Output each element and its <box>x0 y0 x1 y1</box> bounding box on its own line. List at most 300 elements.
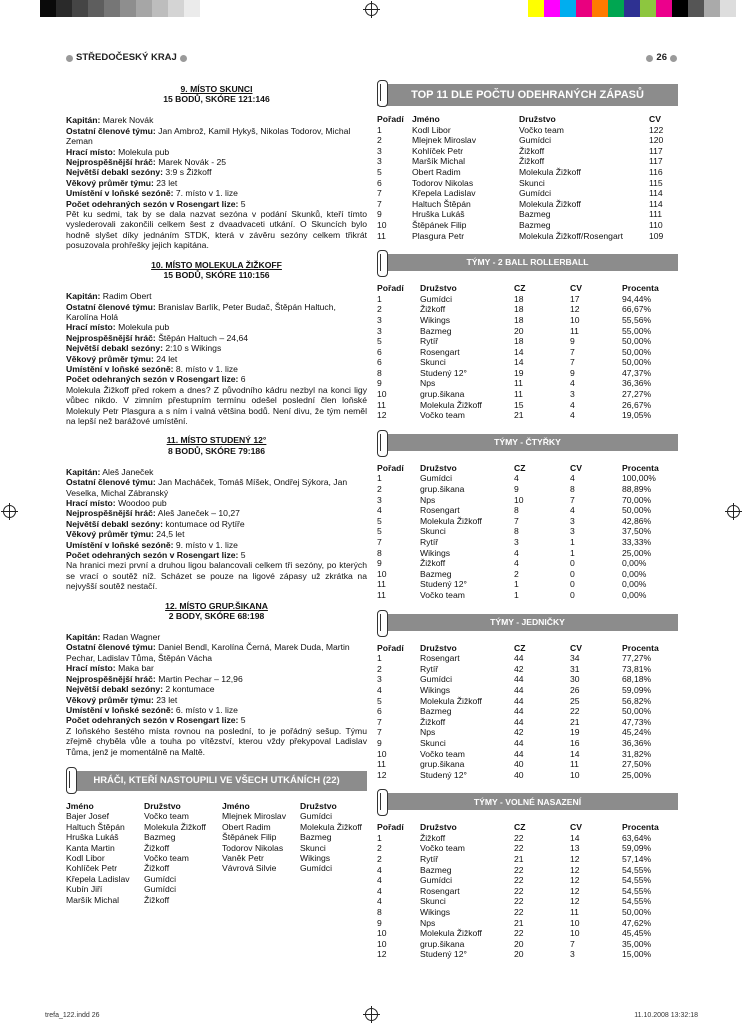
top11-cell-rank: 3 <box>377 156 382 167</box>
team-table-cell-cv: 3 <box>570 949 575 960</box>
top11-cell-team: Žižkoff <box>519 156 545 167</box>
empty-cell <box>222 874 300 884</box>
team-table-cell-cz: 4 <box>514 558 519 569</box>
top11-cell-rank: 1 <box>377 124 382 135</box>
team-table-cell-cz: 44 <box>514 706 524 717</box>
team-table-header-percent: Procenta <box>622 462 659 473</box>
team-table-cell-cz: 8 <box>514 505 519 516</box>
player-team: Žižkoff <box>144 894 170 905</box>
team-field-label: Ostatní členové týmu: <box>66 301 156 312</box>
bullet-icon <box>180 55 187 62</box>
team-table-banner <box>377 434 678 451</box>
team-table-cell-cz: 20 <box>514 949 524 960</box>
team-table-cell-rank: 3 <box>377 674 382 685</box>
team-table-cell-team: Studený 12° <box>420 579 467 590</box>
team-table-cell-team: Vočko team <box>420 410 465 421</box>
team-field <box>66 343 367 353</box>
team-table-cell-team: Wikings <box>420 684 451 695</box>
team-profile <box>66 260 367 427</box>
team-profile <box>66 601 367 757</box>
top11-cell-player-name: Plasgura Petr <box>412 230 465 241</box>
team-field <box>66 663 367 673</box>
top11-cell-rank: 5 <box>377 166 382 177</box>
team-table-cell-rank: 11 <box>377 399 386 410</box>
team-field-label: Umístění v loňské sezóně: <box>66 539 174 550</box>
team-field <box>66 540 367 550</box>
registration-mark-left-icon <box>3 505 16 518</box>
team-field-label: Věkový průměr týmu: <box>66 529 154 540</box>
top11-cell-team: Bazmeg <box>519 209 551 220</box>
team-field <box>66 291 367 301</box>
team-table-cell-percent: 45,24% <box>622 727 652 738</box>
top11-cell-cv: 115 <box>649 177 663 188</box>
color-swatch <box>576 0 592 17</box>
team-table-row <box>377 685 678 696</box>
team-field-label: Kapitán: <box>66 291 101 302</box>
top11-row <box>377 135 678 146</box>
team-table-cell-team: Gumídci <box>420 293 452 304</box>
team-table-cell-team: Rytíř <box>420 663 439 674</box>
team-field-value: 6. místo v 1. lize <box>175 704 238 715</box>
empty-cell <box>300 884 370 894</box>
team-table-cell-cv: 0 <box>570 568 575 579</box>
team-table-cell-rank: 1 <box>377 293 382 304</box>
team-table-cell-rank: 1 <box>377 473 382 484</box>
team-table-cell-cv: 26 <box>570 684 580 695</box>
team-field-value: Marek Novák - 25 <box>158 157 227 168</box>
team-table-cell-team: Gumídci <box>420 674 452 685</box>
team-table-header-team: Družstvo <box>420 283 457 294</box>
team-table-header-team: Družstvo <box>420 822 457 833</box>
team-table-cell-cv: 0 <box>570 579 575 590</box>
top11-row <box>377 199 678 210</box>
empty-cell <box>222 884 300 894</box>
team-table-cell-team: Wikings <box>420 314 451 325</box>
team-table-cell-cv: 13 <box>570 843 580 854</box>
team-field <box>66 705 367 715</box>
team-table-cell-percent: 50,00% <box>622 505 652 516</box>
team-table-cell-percent: 27,50% <box>622 759 652 770</box>
team-table-cell-rank: 8 <box>377 367 382 378</box>
team-table-row <box>377 833 678 844</box>
team-table-row <box>377 410 678 421</box>
team-table-row <box>377 759 678 770</box>
team-field-value: Štěpán Haltuch – 24,64 <box>158 332 249 343</box>
registration-mark-bottom-icon <box>365 1008 378 1021</box>
team-field-value: 8. místo v 1. lize <box>175 363 238 374</box>
team-table-cell-cz: 15 <box>514 399 524 410</box>
team-table-cell-cz: 44 <box>514 695 524 706</box>
team-table-cell-team: grup.šikana <box>420 938 465 949</box>
team-table-row <box>377 505 678 516</box>
top11-cell-team: Žižkoff <box>519 145 545 156</box>
team-table-cell-team: Rosengart <box>420 885 460 896</box>
color-swatch <box>656 0 672 17</box>
team-table-cell-cv: 8 <box>570 484 575 495</box>
top11-cell-rank: 2 <box>377 135 382 146</box>
team-table-cell-percent: 42,86% <box>622 515 652 526</box>
team-table-cell-cz: 4 <box>514 473 519 484</box>
player-name: Kohlíček Petr <box>66 863 118 874</box>
team-table-cell-team: Vočko team <box>420 589 465 600</box>
team-field-label: Hrací místo: <box>66 498 116 508</box>
team-field-label: Nejprospěšnější hráč: <box>66 157 156 168</box>
team-field-label: Největší debakl sezóny: <box>66 518 163 529</box>
team-field-label: Kapitán: <box>66 632 101 643</box>
player-team: Gumídci <box>300 863 332 874</box>
team-table-cell-team: Rosengart <box>420 505 460 516</box>
team-table-cell-team: Gumídci <box>420 473 452 484</box>
team-field-label: Ostatní členové týmu: <box>66 125 156 136</box>
team-table-cell-rank: 3 <box>377 325 382 336</box>
empty-cell <box>222 895 300 905</box>
grey-swatch <box>136 0 152 17</box>
color-calibration-bar <box>528 0 736 17</box>
team-table-row <box>377 928 678 939</box>
team-table-cell-percent: 56,82% <box>622 695 652 706</box>
top11-row <box>377 125 678 136</box>
team-table-cell-cv: 0 <box>570 589 575 600</box>
team-table-cell-cv: 4 <box>570 473 575 484</box>
team-table-cell-cv: 21 <box>570 716 580 727</box>
top11-cell-cv: 109 <box>649 230 664 241</box>
team-table-cell-team: Molekula Žižkoff <box>420 928 482 939</box>
team-table-cell-rank: 6 <box>377 357 382 368</box>
team-table-cell-cv: 12 <box>570 854 580 865</box>
team-table-row <box>377 368 678 379</box>
team-table-cell-percent: 73,81% <box>622 663 652 674</box>
team-table-cell-rank: 9 <box>377 917 382 928</box>
team-table-cell-rank: 4 <box>377 684 382 695</box>
team-table-cell-cv: 3 <box>570 515 575 526</box>
team-field-value: Aleš Janeček <box>102 466 154 477</box>
player-team: Skunci <box>300 842 326 853</box>
top11-cell-player-name: Mlejnek Miroslav <box>412 135 476 146</box>
team-table-cell-rank: 6 <box>377 706 382 717</box>
team-table-header-cz: CZ <box>514 283 526 294</box>
team-table-cell-percent: 77,27% <box>622 653 652 664</box>
player-team: Žižkoff <box>144 842 170 853</box>
team-table-cell-cv: 12 <box>570 864 580 875</box>
team-table-cell-rank: 4 <box>377 864 382 875</box>
team-table-row <box>377 579 678 590</box>
team-table-row <box>377 516 678 527</box>
players-all-games-banner <box>66 771 367 791</box>
team-table-cell-percent: 27,27% <box>622 389 652 400</box>
team-table-cell-cz: 22 <box>514 864 524 875</box>
team-table-cell-rank: 12 <box>377 410 387 421</box>
team-table-cell-rank: 5 <box>377 515 382 526</box>
team-field-value: 2 kontumace <box>165 684 215 695</box>
team-field-value: Daniel Bendl, Karolína Černá, Marek Duda, Martin Pechar, Ladislav Tůma, Štěpán Vácha <box>66 642 350 663</box>
grey-swatch <box>184 0 200 17</box>
grey-swatch <box>88 0 104 17</box>
team-table-cell-cv: 1 <box>570 537 575 547</box>
bracket-icon <box>377 250 388 277</box>
team-table-cell-rank: 4 <box>377 505 382 516</box>
team-field-value: 24 let <box>156 353 178 364</box>
team-field-label: Věkový průměr týmu: <box>66 694 154 705</box>
team-table-cell-cz: 2 <box>514 568 519 579</box>
team-table-title: TÝMY - 2 BALL ROLLERBALL <box>466 257 589 268</box>
team-field-label: Největší debakl sezóny: <box>66 167 163 178</box>
team-stat-tables <box>377 254 678 960</box>
team-stat-table <box>377 283 678 421</box>
team-table-cell-cz: 44 <box>514 748 524 759</box>
top11-cell-cv: 117 <box>649 145 663 156</box>
team-profile <box>66 84 367 251</box>
team-table-cell-cv: 11 <box>570 759 579 770</box>
top11-title: TOP 11 DLE POČTU ODEHRANÝCH ZÁPASŮ <box>411 88 644 101</box>
team-field <box>66 519 367 529</box>
team-table-cell-percent: 100,00% <box>622 473 656 484</box>
top11-row <box>377 220 678 231</box>
player-team: Vočko team <box>144 852 189 863</box>
team-field-label: Hrací místo: <box>66 663 116 674</box>
team-table-header-cv: CV <box>570 822 582 833</box>
team-table-cell-percent: 70,00% <box>622 494 652 505</box>
team-table-cell-percent: 47,62% <box>622 917 652 928</box>
team-table-cell-cz: 22 <box>514 907 524 918</box>
team-field-value: 6 <box>240 374 246 385</box>
player-name: Kanta Martin <box>66 842 115 853</box>
team-table-cell-cv: 9 <box>570 367 575 378</box>
team-table-cell-team: Žižkoff <box>420 832 446 843</box>
team-field <box>66 498 367 508</box>
team-table-cell-rank: 3 <box>377 314 382 325</box>
team-stat-table <box>377 822 678 960</box>
team-table-cell-percent: 55,00% <box>622 325 652 336</box>
team-table-cell-percent: 35,00% <box>622 938 652 949</box>
team-table-cell-cz: 44 <box>514 674 524 685</box>
team-table-header-cz: CZ <box>514 462 526 473</box>
team-field-value: 9. místo v 1. lize <box>175 539 238 550</box>
team-table-row <box>377 569 678 580</box>
team-table-cell-cv: 12 <box>570 304 580 315</box>
team-table-cell-team: Nps <box>420 917 436 928</box>
team-field-value: Jan Ambrož, Kamil Hykyš, Nikolas Todorov, Michal Zeman <box>66 125 351 147</box>
team-table-cell-cz: 18 <box>514 293 524 304</box>
team-table-cell-team: Vočko team <box>420 748 465 759</box>
team-table-row <box>377 738 678 749</box>
team-table-cell-percent: 54,55% <box>622 885 652 896</box>
team-field-value: 23 let <box>156 694 178 705</box>
player-name: Kodl Libor <box>66 852 105 863</box>
player-name: Kubín Jiří <box>66 884 103 895</box>
top11-cell-cv: 122 <box>649 124 664 135</box>
team-table-cell-rank: 8 <box>377 907 382 918</box>
team-table-cell-cz: 20 <box>514 325 524 336</box>
team-table-cell-cz: 8 <box>514 526 519 537</box>
team-table-header-cz: CZ <box>514 822 526 833</box>
team-table-cell-percent: 54,55% <box>622 864 652 875</box>
team-field-label: Umístění v loňské sezóně: <box>66 704 174 715</box>
team-field <box>66 147 367 157</box>
team-table-cell-team: Skunci <box>420 896 446 907</box>
team-field-label: Věkový průměr týmu: <box>66 177 154 188</box>
team-field-label: Počet odehraných sezón v Rosengart lize: <box>66 550 239 561</box>
team-table-row <box>377 526 678 537</box>
player-team: Gumídci <box>144 884 176 895</box>
player-team: Vočko team <box>144 811 189 822</box>
team-table-cell-percent: 50,00% <box>622 346 652 357</box>
team-field-value: Branislav Barlík, Peter Budač, Štěpán Haltuch, Karolína Holá <box>66 301 336 322</box>
top11-cell-rank: 3 <box>377 145 382 156</box>
team-table-header-rank: Pořadí <box>377 283 404 294</box>
team-title <box>66 435 367 455</box>
team-table-row <box>377 315 678 326</box>
team-table-cell-team: Gumídci <box>420 875 452 886</box>
team-table-cell-team: Molekula Žižkoff <box>420 515 482 526</box>
team-table-cell-cz: 22 <box>514 843 524 854</box>
team-table-header-percent: Procenta <box>622 822 659 833</box>
team-table-row <box>377 696 678 707</box>
team-table-cell-percent: 25,00% <box>622 547 652 558</box>
top11-cell-rank: 11 <box>377 230 386 241</box>
team-table-cell-percent: 37,50% <box>622 526 652 537</box>
team-table-cell-cz: 18 <box>514 304 524 315</box>
grey-calibration-bar <box>40 0 200 17</box>
team-table-header-row <box>377 283 678 294</box>
color-swatch <box>592 0 608 17</box>
color-swatch <box>720 0 736 17</box>
top11-row <box>377 188 678 199</box>
top11-row <box>377 156 678 167</box>
team-table-title: TÝMY - ČTYŘKY <box>494 437 561 448</box>
team-field-value: 7. místo v 1. lize <box>175 188 238 199</box>
top11-cell-team: Molekula Žižkoff/Rosengart <box>519 230 623 241</box>
team-table-cell-percent: 0,00% <box>622 579 647 590</box>
team-table-cell-team: Rytíř <box>420 537 439 547</box>
team-rank-title: 9. MÍSTO SKUNCI <box>180 84 253 94</box>
team-table-cell-percent: 57,14% <box>622 854 652 865</box>
player-name: Bajer Josef <box>66 811 109 822</box>
team-table-cell-cz: 40 <box>514 759 524 770</box>
team-table-header-row <box>377 643 678 654</box>
team-field <box>66 302 367 323</box>
team-table-cell-team: Nps <box>420 494 436 505</box>
team-table-cell-team: Skunci <box>420 357 446 368</box>
team-field-value: Marek Novák <box>102 115 154 126</box>
team-table-cell-percent: 50,00% <box>622 706 652 717</box>
team-field <box>66 115 367 125</box>
team-profiles <box>66 84 367 757</box>
team-field <box>66 642 367 663</box>
grey-swatch <box>56 0 72 17</box>
team-field-label: Počet odehraných sezón v Rosengart lize: <box>66 198 239 209</box>
team-table-cell-team: Bazmeg <box>420 706 452 717</box>
team-table-header-rank: Pořadí <box>377 642 404 653</box>
player-name: Haltuch Štěpán <box>66 821 125 832</box>
team-field-label: Nejprospěšnější hráč: <box>66 673 156 684</box>
top11-row <box>377 209 678 220</box>
team-table-row <box>377 854 678 865</box>
footer-timestamp: 11.10.2008 13:32:18 <box>634 1012 698 1019</box>
team-table-row <box>377 706 678 717</box>
team-table-cell-team: Bazmeg <box>420 568 452 579</box>
team-table-cell-rank: 10 <box>377 389 387 400</box>
team-table-cell-rank: 2 <box>377 663 382 674</box>
team-table-cell-cv: 12 <box>570 896 580 907</box>
team-table-cell-team: Nps <box>420 727 436 738</box>
team-field <box>66 684 367 694</box>
team-table-row <box>377 347 678 358</box>
team-field <box>66 354 367 364</box>
color-swatch <box>688 0 704 17</box>
top11-cell-rank: 6 <box>377 177 382 188</box>
team-field <box>66 126 367 147</box>
team-score-title: 15 BODŮ, SKÓRE 121:146 <box>163 94 270 105</box>
team-table-cell-percent: 45,45% <box>622 928 652 939</box>
team-table-header-team: Družstvo <box>420 642 457 653</box>
team-table-cell-cv: 19 <box>570 727 580 738</box>
team-field-label: Kapitán: <box>66 115 101 126</box>
team-table-cell-team: Rytíř <box>420 854 439 865</box>
team-table-row <box>377 400 678 411</box>
team-table-cell-rank: 9 <box>377 378 382 389</box>
right-column <box>377 84 678 960</box>
team-table-row <box>377 653 678 664</box>
team-field <box>66 467 367 477</box>
team-table-row <box>377 875 678 886</box>
player-name: Vávrová Silvie <box>222 863 277 874</box>
team-field-value: 5 <box>240 715 246 726</box>
team-table-row <box>377 896 678 907</box>
team-table-cell-rank: 11 <box>377 589 386 600</box>
team-table-cell-cv: 4 <box>570 378 575 389</box>
team-field-value: 5 <box>240 550 246 561</box>
team-rank-title: 11. MÍSTO STUDENÝ 12° <box>166 435 267 446</box>
section-header <box>66 53 187 63</box>
team-table-cell-team: Molekula Žižkoff <box>420 399 482 410</box>
team-table-row <box>377 727 678 738</box>
team-field-value: Martin Pechar – 12,96 <box>158 673 243 684</box>
team-table-cell-cv: 7 <box>570 938 575 949</box>
team-field <box>66 550 367 560</box>
team-table-header-team: Družstvo <box>420 462 457 473</box>
team-table-cell-cz: 21 <box>514 410 524 421</box>
team-table-cell-percent: 59,09% <box>622 684 652 695</box>
team-field <box>66 199 367 209</box>
team-table-cell-cv: 14 <box>570 832 580 843</box>
team-field-value: Molekula pub <box>118 322 170 333</box>
top11-table <box>377 114 678 241</box>
empty-cell <box>300 874 370 884</box>
team-table-cell-rank: 7 <box>377 537 382 547</box>
team-table-row <box>377 558 678 569</box>
team-field <box>66 529 367 539</box>
team-table-cell-team: Wikings <box>420 907 451 918</box>
team-table-cell-team: Vočko team <box>420 843 465 854</box>
team-table-cell-cz: 22 <box>514 928 524 939</box>
team-table-cell-team: Skunci <box>420 526 446 537</box>
team-table-cell-percent: 59,09% <box>622 843 652 854</box>
top11-row <box>377 178 678 189</box>
team-field <box>66 322 367 332</box>
team-table-cell-team: grup.šikana <box>420 484 465 495</box>
team-table-cell-cz: 3 <box>514 537 519 547</box>
team-table-cell-percent: 88,89% <box>622 484 652 495</box>
team-table-cell-cz: 44 <box>514 653 524 664</box>
team-rank-title: 10. MÍSTO MOLEKULA ŽIŽKOFF <box>151 259 282 270</box>
team-table-header-row <box>377 822 678 833</box>
grey-swatch <box>40 0 56 17</box>
team-table-row <box>377 918 678 929</box>
team-table-cell-cv: 3 <box>570 389 575 400</box>
top11-cell-rank: 7 <box>377 188 382 199</box>
team-table-cell-cz: 20 <box>514 938 524 949</box>
team-table-header-cv: CV <box>570 642 582 653</box>
